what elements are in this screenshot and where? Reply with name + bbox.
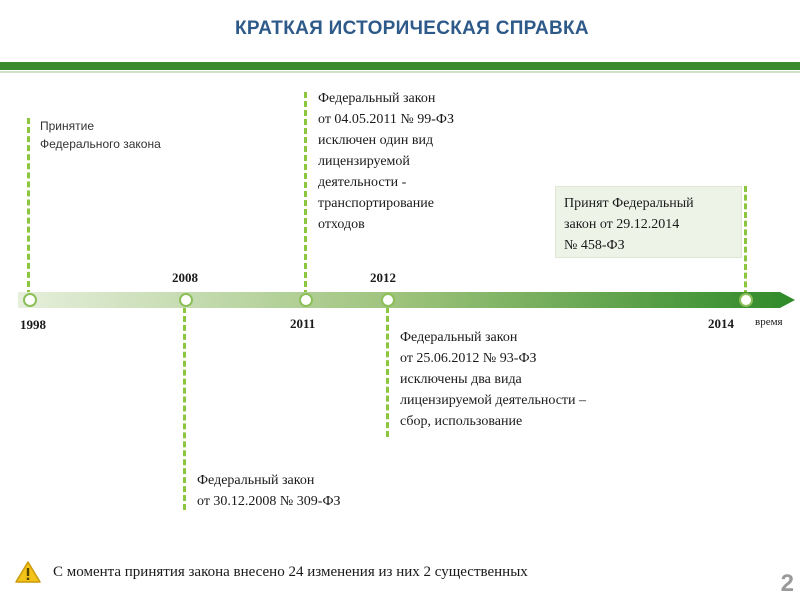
axis-label-time: время: [755, 316, 783, 328]
event-line: сбор, использование: [400, 414, 523, 429]
event-line: исключен один вид: [318, 133, 434, 148]
timeline-marker-2014: [740, 294, 752, 306]
footer-text: С момента принятия закона внесено 24 изменения из них 2 существенных: [53, 563, 528, 580]
timeline-arrow: [18, 292, 795, 308]
event-line: Федеральный закон: [197, 473, 315, 488]
year-label-1998: 1998: [20, 317, 46, 332]
year-label-2011: 2011: [290, 316, 316, 331]
timeline-marker-2011: [300, 294, 312, 306]
page-title: КРАТКАЯ ИСТОРИЧЕСКАЯ СПРАВКА: [235, 18, 589, 39]
event-line: Федерального закона: [40, 137, 161, 151]
year-label-2012: 2012: [370, 270, 396, 285]
event-line: № 458-ФЗ: [564, 238, 625, 253]
event-line: транспортирование: [318, 196, 434, 211]
event-2011: [318, 88, 454, 235]
timeline-marker-2012: [382, 294, 394, 306]
event-line: Принятие: [40, 119, 94, 133]
event-line: отходов: [318, 217, 365, 232]
warning-icon: [15, 560, 41, 584]
event-2012: [400, 327, 586, 432]
event-2014: [555, 186, 742, 258]
year-label-2008: 2008: [172, 270, 198, 285]
page-number: 2: [780, 570, 794, 597]
footer-note: [15, 560, 528, 584]
event-2008: [197, 470, 341, 512]
timeline-marker-1998: [24, 294, 36, 306]
event-line: лицензируемой: [318, 154, 410, 169]
event-line: от 04.05.2011 № 99-ФЗ: [318, 112, 455, 127]
event-line: исключены два вида: [400, 372, 522, 387]
year-label-2014: 2014: [708, 316, 734, 331]
event-line: Федеральный закон: [400, 330, 518, 345]
event-line: Принят Федеральный: [564, 196, 694, 211]
event-line: Федеральный закон: [318, 91, 436, 106]
event-line: от 30.12.2008 № 309-ФЗ: [197, 494, 341, 509]
event-1998: [40, 117, 161, 153]
event-line: закон от 29.12.2014: [564, 217, 680, 232]
event-line: деятельности -: [318, 175, 407, 190]
event-line: от 25.06.2012 № 93-ФЗ: [400, 351, 537, 366]
event-line: лицензируемой деятельности –: [400, 393, 587, 408]
timeline-marker-2008: [180, 294, 192, 306]
